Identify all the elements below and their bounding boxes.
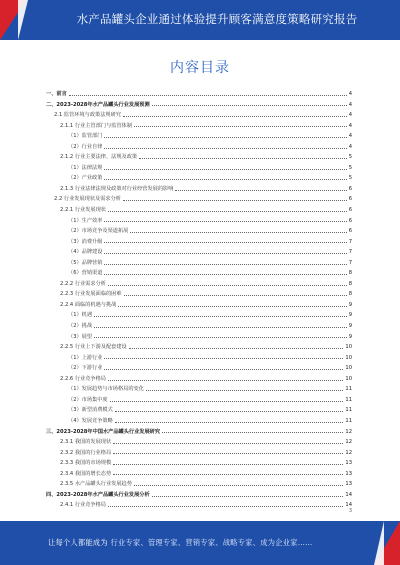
toc-entry[interactable] [46,121,352,132]
toc-heading: 内容目录 [170,60,230,76]
toc-entry-page: 14 [345,502,352,509]
toc-entry-label: （2）市场集中度 [68,396,108,403]
toc-entry-page: 6 [348,207,352,214]
toc-entry[interactable] [46,321,352,332]
toc-entry-label: 2.2.1 行业发展现状 [60,207,106,214]
toc-leader-dots [123,200,347,201]
toc-leader-dots [108,380,343,381]
toc-leader-dots [104,137,346,138]
toc-entry-label: （2）市场竞争及渠道拓展 [68,228,129,235]
toc-entry-page: 4 [348,112,352,119]
toc-entry[interactable] [46,363,352,374]
toc-leader-dots [104,264,346,265]
toc-entry[interactable] [46,427,352,438]
toc-leader-dots [134,126,347,127]
toc-entry-page: 10 [345,354,352,361]
toc-entry-page: 11 [345,396,352,403]
toc-entry-page: 6 [348,228,352,235]
toc-leader-dots [146,390,343,391]
toc-leader-dots [113,464,343,465]
toc-entry-page: 5 [348,154,352,161]
report-title: 水产品罐头企业通过体验提升顾客满意度策略研究报告 [76,12,358,26]
toc-entry-label: （1）发展趋势与市场格局的变化 [68,386,144,393]
toc-entry-page: 7 [348,249,352,256]
toc-entry[interactable] [46,194,352,205]
toc-entry-label: （2）挑战 [68,323,93,330]
page-number: 3 [348,508,352,514]
toc-entry-label: 2.2 行业发展现状及需求分析 [54,196,121,203]
toc-leader-dots [113,443,343,444]
slogan-lead: 让每个人都能成为 [48,538,108,547]
toc-entry-page: 12 [345,439,352,446]
toc-entry-label: 2.3.5 水产品罐头行业发展趋势 [60,481,132,488]
toc-entry[interactable] [46,490,352,501]
toc-leader-dots [108,506,343,507]
toc-entry[interactable] [46,100,352,111]
toc-entry-page: 12 [345,428,352,435]
toc-entry-page: 6 [348,185,352,192]
toc-entry-page: 10 [345,365,352,372]
toc-leader-dots [129,348,344,349]
toc-entry-page: 9 [348,323,352,330]
toc-entry-page: 10 [345,375,352,382]
toc-entry[interactable] [46,458,352,469]
toc-entry-page: 9 [348,312,352,319]
toc-entry-page: 9 [348,301,352,308]
toc-entry-label: 2.3.3 我国的市场规模 [60,460,112,467]
toc-entry-label: （3）消费升级 [68,238,103,245]
toc-entry-page: 11 [345,407,352,414]
toc-entry[interactable] [46,131,352,142]
toc-entry-page: 4 [348,122,352,129]
toc-entry[interactable] [46,300,352,311]
toc-entry-label: 2.2.2 行业需求分析 [60,280,106,287]
table-of-contents [46,89,352,511]
toc-leader-dots [94,327,347,328]
toc-entry-page: 11 [345,417,352,424]
toc-entry[interactable] [46,279,352,290]
toc-entry-page: 5 [348,164,352,171]
toc-entry-label: （6）营销渠道 [68,270,103,277]
toc-entry[interactable] [46,184,352,195]
toc-entry-page: 13 [345,460,352,467]
toc-entry[interactable] [46,353,352,364]
toc-leader-dots [104,358,343,359]
toc-entry[interactable] [46,226,352,237]
toc-entry-label: （3）新型消费模式 [68,407,113,414]
toc-leader-dots [104,169,346,170]
toc-leader-dots [118,306,346,307]
toc-leader-dots [110,401,344,402]
toc-entry-label: 2.1.2 行业主要法律、法规及政策 [60,154,138,161]
toc-leader-dots [115,411,344,412]
toc-entry-page: 14 [345,491,352,498]
toc-entry-label: 二、2023-2028年水产品罐头行业发展预测 [46,101,150,108]
slogan-rest: 行业专家、管理专家、营销专家、战略专家、成为企业家…… [110,538,313,547]
toc-entry-label: 2.1.3 行业法律法规及政策对行业经营发展的影响 [60,185,174,192]
toc-entry[interactable] [46,247,352,258]
toc-entry-label: 四、2023-2028年水产品罐头行业发展分析 [46,491,150,498]
toc-entry-page: 11 [345,386,352,393]
toc-leader-dots [113,453,343,454]
toc-leader-dots [130,232,346,233]
toc-entry[interactable] [46,289,352,300]
toc-leader-dots [94,316,347,317]
toc-entry[interactable] [46,163,352,174]
toc-entry[interactable] [46,258,352,269]
toc-leader-dots [152,105,347,106]
toc-entry-label: 2.2.4 面临的机遇与挑战 [60,301,117,308]
toc-entry-page: 6 [348,217,352,224]
toc-leader-dots [113,474,343,475]
toc-leader-dots [115,422,344,423]
toc-leader-dots [104,179,346,180]
toc-entry-label: （5）品牌营销 [68,259,103,266]
toc-entry-label: 2.3.1 我国的发展现状 [60,439,112,446]
toc-entry-label: （1）机遇 [68,312,93,319]
toc-entry-page: 4 [348,101,352,108]
toc-entry[interactable] [46,416,352,427]
toc-entry-page: 8 [348,280,352,287]
toc-entry-page: 13 [345,470,352,477]
toc-entry-page: 8 [348,291,352,298]
toc-entry-page: 10 [345,344,352,351]
page-footer [0,521,400,565]
toc-entry-label: （1）生产效率 [68,217,103,224]
page-header [0,0,400,40]
toc-entry-label: （4）品牌建设 [68,249,103,256]
toc-entry-page: 9 [348,333,352,340]
toc-entry-label: （2）下游行业 [68,365,103,372]
toc-leader-dots [162,432,343,433]
toc-entry[interactable] [46,437,352,448]
toc-leader-dots [108,211,347,212]
toc-leader-dots [104,221,346,222]
toc-entry[interactable] [46,152,352,163]
toc-leader-dots [108,285,347,286]
toc-entry-label: 三、2023-2028年中国水产品罐头行业发展研究 [46,428,161,435]
toc-entry[interactable] [46,237,352,248]
toc-entry[interactable] [46,205,352,216]
toc-entry-page: 5 [348,175,352,182]
toc-entry-label: 2.3.4 我国的增长态势 [60,470,112,477]
toc-entry-page: 4 [348,91,352,97]
toc-entry-label: 2.1.1 行业主管部门与监管体制 [60,122,132,129]
footer-white-accent [374,521,384,565]
header-white-accent [18,0,28,40]
toc-entry[interactable] [46,500,352,511]
toc-entry-page: 4 [348,143,352,150]
footer-slogan [48,538,313,548]
toc-entry-label: （3）展望 [68,333,93,340]
toc-leader-dots [124,295,347,296]
toc-entry-label: （1）法律法规 [68,164,103,171]
toc-entry[interactable] [46,142,352,153]
toc-entry[interactable] [46,384,352,395]
toc-entry-page: 8 [348,270,352,277]
toc-entry-label: 2.4.1 行业竞争格局 [60,502,106,509]
toc-leader-dots [123,116,347,117]
toc-entry[interactable] [46,173,352,184]
toc-entry[interactable] [46,110,352,121]
toc-entry[interactable] [46,469,352,480]
toc-entry-page: 4 [348,133,352,140]
toc-leader-dots [104,242,346,243]
toc-leader-dots [104,253,346,254]
toc-entry-label: 2.2.5 行业上下游及配套建设 [60,344,127,351]
toc-entry[interactable] [46,479,352,490]
toc-leader-dots [152,496,344,497]
toc-entry[interactable] [46,395,352,406]
toc-entry[interactable] [46,332,352,343]
toc-entry[interactable] [46,310,352,321]
toc-leader-dots [104,148,346,149]
toc-entry-label: 一、前言 [46,91,67,97]
toc-entry-page: 12 [345,449,352,456]
toc-entry[interactable] [46,342,352,353]
toc-entry-label: 2.1 监管环境与政策法规研究 [54,112,121,119]
toc-entry-label: （2）产业政策 [68,175,103,182]
toc-entry-label: 2.2.6 行业竞争格局 [60,375,106,382]
toc-entry-label: （4）发展竞争策略 [68,417,113,424]
toc-leader-dots [104,274,346,275]
toc-entry-label: （1）监管部门 [68,133,103,140]
toc-entry-page: 13 [345,481,352,488]
toc-entry[interactable] [46,374,352,385]
toc-leader-dots [104,369,343,370]
toc-leader-dots [134,485,343,486]
toc-entry-page: 7 [348,238,352,245]
toc-entry-label: （1）上游行业 [68,354,103,361]
toc-leader-dots [94,337,347,338]
toc-entry[interactable] [46,216,352,227]
toc-leader-dots [139,158,347,159]
toc-entry-label: 2.3.2 我国的行业格局 [60,449,112,456]
toc-entry[interactable] [46,268,352,279]
toc-leader-dots [175,190,346,191]
toc-entry-label: 2.2.3 行业发展面临的困难 [60,291,122,298]
toc-leader-dots [69,95,347,96]
toc-entry-page: 6 [348,196,352,203]
toc-entry-page: 7 [348,259,352,266]
toc-entry-label: （2）行业自律 [68,143,103,150]
toc-entry[interactable] [46,448,352,459]
toc-entry[interactable] [46,405,352,416]
toc-entry[interactable] [46,89,352,100]
